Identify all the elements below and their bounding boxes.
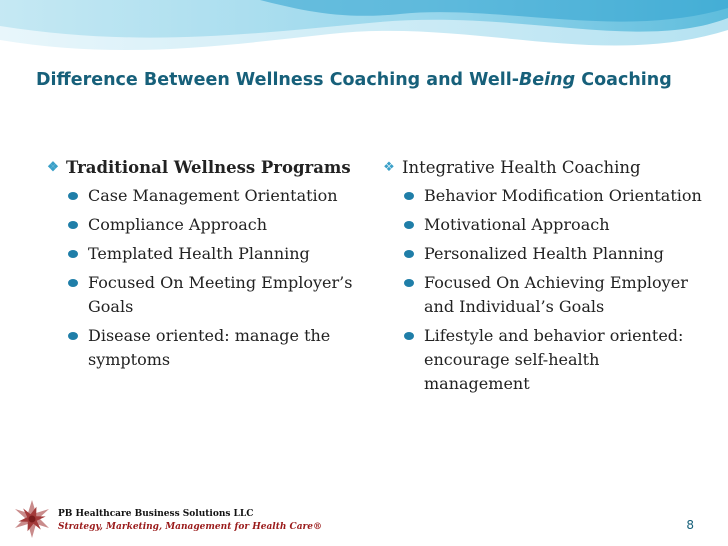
company-name: PB Healthcare Business Solutions LLC — [58, 509, 254, 519]
list-item: Compliance Approach — [68, 213, 376, 237]
list-item: Personalized Health Planning — [404, 242, 702, 266]
list-item: Disease oriented: manage the symptoms — [68, 324, 376, 372]
list-item: Motivational Approach — [404, 213, 702, 237]
diamond-bullet-icon: ❖ — [47, 160, 59, 175]
right-list — [382, 184, 702, 396]
list-item: Focused On Meeting Employer’s Goals — [68, 271, 376, 319]
header-wave-decoration — [0, 0, 728, 70]
list-item: Case Management Orientation — [68, 184, 376, 208]
round-bullet-icon — [404, 332, 414, 340]
starburst-logo-icon — [12, 499, 52, 539]
round-bullet-icon — [404, 221, 414, 229]
round-bullet-icon — [404, 279, 414, 287]
right-column — [382, 156, 702, 401]
company-tagline: Strategy, Marketing, Management for Health Care® — [58, 522, 323, 532]
diamond-bullet-icon: ❖ — [383, 160, 395, 175]
page-number: 8 — [686, 518, 694, 532]
round-bullet-icon — [68, 221, 78, 229]
round-bullet-icon — [404, 192, 414, 200]
round-bullet-icon — [68, 250, 78, 258]
left-column — [46, 156, 376, 377]
list-item: Focused On Achieving Employer and Individual’s Goals — [404, 271, 702, 319]
list-item: Lifestyle and behavior oriented: encourage self-health management — [404, 324, 702, 396]
round-bullet-icon — [68, 279, 78, 287]
list-item: Behavior Modification Orientation — [404, 184, 702, 208]
right-column-heading: ❖ Integrative Health Coaching — [382, 156, 702, 180]
round-bullet-icon — [68, 332, 78, 340]
left-column-heading: ❖ Traditional Wellness Programs — [46, 156, 376, 180]
left-list — [46, 184, 376, 372]
slide-title: Difference Between Wellness Coaching and Well-Being Coaching — [36, 70, 672, 90]
round-bullet-icon — [68, 192, 78, 200]
list-item: Templated Health Planning — [68, 242, 376, 266]
round-bullet-icon — [404, 250, 414, 258]
